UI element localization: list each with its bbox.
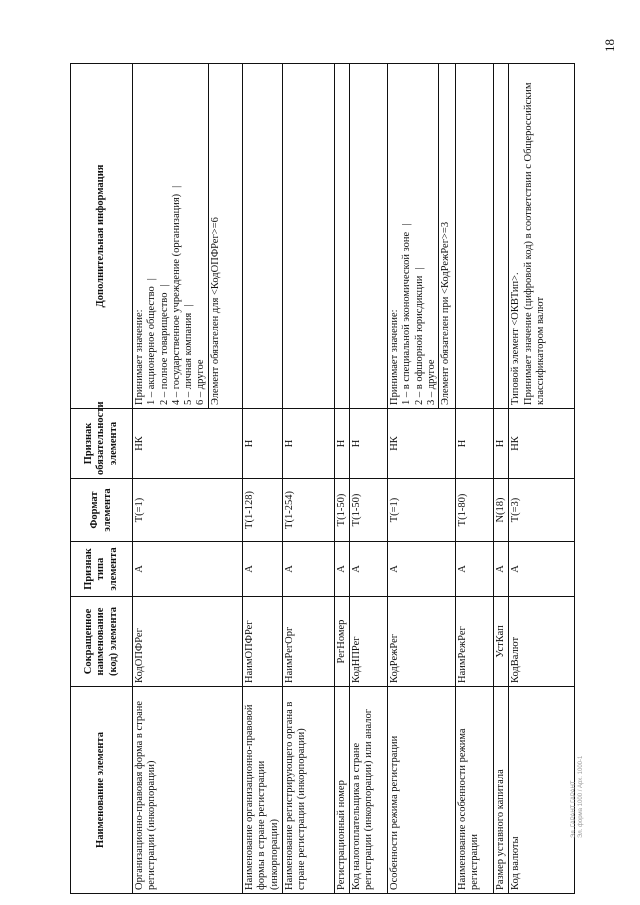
cell-required: НК [509,409,575,479]
info-line: Принимает значение (цифровой код) в соответствии с Общероссийским классификатором валют [522,82,546,405]
cell-format: T(1-254) [282,479,334,542]
page-number: 18 [602,39,617,52]
table-row [133,64,243,894]
cell-name: Особенности режима регистрации [388,687,456,894]
info-line-text: 1 – акционерное общество [146,286,158,405]
cell-name: Регистрационный номер [334,687,349,894]
bracket-mark: | [146,278,158,281]
info-line [146,67,158,405]
info-line [159,67,171,405]
header-info: Дополнительная информация [71,64,133,409]
table-header-row [71,64,133,894]
cell-type: А [388,542,456,597]
cell-name: Наименование регистрирующего органа в стране регистрации (инкорпорации) [282,687,334,894]
info-line: Принимает значение: [389,309,401,405]
cell-type: А [494,542,509,597]
cell-required: Н [456,409,494,479]
cell-format: T(=3) [509,479,575,542]
cell-code: НаимРежРег [456,597,494,687]
bracket-mark: | [413,267,425,270]
cell-required: Н [350,409,388,479]
cell-code: КодОПФРег [133,597,243,687]
cell-code: НаимРегОрг [282,597,334,687]
info-line-text: 1 – в специальной экономической зоне [401,231,413,405]
elements-table [70,63,575,894]
table-row [243,64,283,894]
cell-type: А [456,542,494,597]
cell-code: КодВалют [509,597,575,687]
header-format: Формат элемента [71,479,133,542]
bracket-mark: | [183,304,195,307]
footer-note-line: Эл. форма 1000 / Арх. 1000-1 [578,755,585,838]
cell-type: А [334,542,349,597]
bracket-mark: | [158,284,170,287]
cell-format: T(1-128) [243,479,283,542]
cell-type: А [133,542,243,597]
cell-format: T(=1) [133,479,243,542]
header-type-flag: Признак типа элемента [71,542,133,597]
cell-name: Наименование организационно-правовой формы в стране регистрации (инкорпорации) [243,687,283,894]
cell-name: Наименование особенности режима регистрации [456,687,494,894]
table-row [456,64,494,894]
table-row [388,64,456,894]
info-line: 3 – другое [425,359,437,405]
cell-format: T(=1) [388,479,456,542]
table-row [334,64,349,894]
cell-code: НаимОПФРег [243,597,283,687]
cell-name: Код налогоплательщика в стране регистрации (инкорпорации) или аналог [350,687,388,894]
bracket-mark: | [401,223,413,226]
info-line [171,67,183,405]
cell-code: КодРежРег [388,597,456,687]
cell-required: Н [282,409,334,479]
info-line: Принимает значение: [134,309,145,405]
info-line [401,67,413,405]
cell-name: Размер уставного капитала [494,687,509,894]
cell-format: T(1-50) [350,479,388,542]
cell-info [509,64,575,409]
cell-format: T(1-80) [456,479,494,542]
info-line-text: 5 – личная компания [183,312,195,405]
table-row [282,64,334,894]
info-line-text: 4 – государственное учреждение (организация) [170,193,182,405]
cell-type: А [350,542,388,597]
info-line: 6 – другое [195,359,207,405]
table-row [494,64,509,894]
cell-type: А [282,542,334,597]
info-line: Элемент обязателен для <КодОПФРег>=6 [208,64,222,408]
scan-footer-note [571,698,597,838]
cell-info [388,64,456,409]
cell-info [334,64,349,409]
info-line: Типовой элемент <ОКВТип>. [510,272,522,405]
bracket-mark: | [170,185,182,188]
cell-info [282,64,334,409]
cell-code: УстКап [494,597,509,687]
cell-required: НК [133,409,243,479]
footer-note-line: Эл. ГАРАНТ ГАРАНТ [571,780,577,838]
info-line [183,67,195,405]
cell-required: НК [388,409,456,479]
cell-info [243,64,283,409]
cell-required: Н [334,409,349,479]
cell-format: N(18) [494,479,509,542]
header-short-name: Сокращенное наименование (код) элемента [71,597,133,687]
cell-info [456,64,494,409]
cell-required: Н [494,409,509,479]
cell-code: КодНПРег [350,597,388,687]
cell-name: Организационно-правовая форма в стране регистрации (инкорпорации) [133,687,243,894]
table-row [350,64,388,894]
cell-format: T(1-50) [334,479,349,542]
cell-info [350,64,388,409]
cell-type: А [509,542,575,597]
cell-name: Код валюты [509,687,575,894]
cell-code: РегНомер [334,597,349,687]
rotated-table-wrapper [70,64,574,894]
info-line [414,67,426,405]
cell-info [494,64,509,409]
cell-required: Н [243,409,283,479]
info-line-text: 2 – полное товарищество [158,292,170,405]
header-name: Наименование элемента [71,687,133,894]
info-line-text: 2 – в офшорной юрисдикции [413,275,425,405]
info-line: Элемент обязателен при <КодРежРег>=3 [438,64,452,408]
cell-type: А [243,542,283,597]
table-row [509,64,575,894]
cell-info [133,64,243,409]
header-required-flag: Признак обязательности элемента [71,409,133,479]
